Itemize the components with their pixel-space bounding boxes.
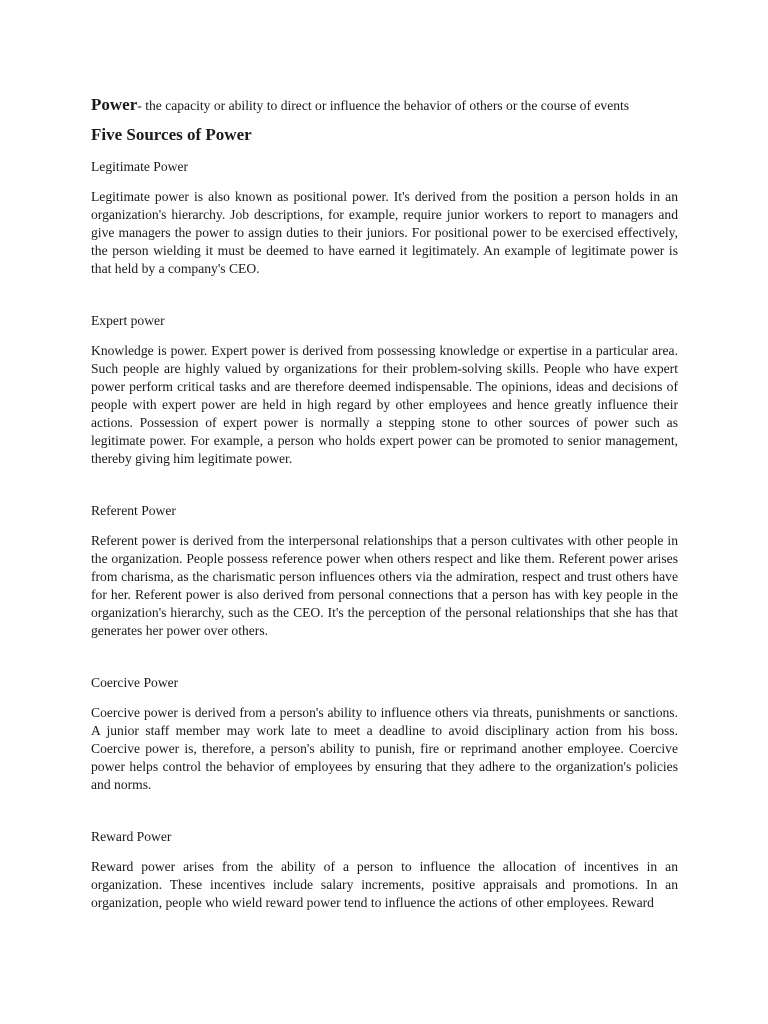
section-referent-power xyxy=(91,502,678,640)
section-body: Legitimate power is also known as positional power. It's derived from the position a person holds in an organization's hierarchy. Job descriptions, for example, require junior workers to report to managers and give managers the power to assign duties to their juniors. For positional power to be exercised effectively, the person wielding it must be deemed to have earned it legitimately. An example of legitimate power is that held by a company's CEO. xyxy=(91,189,678,276)
definition-text: - the capacity or ability to direct or influence the behavior of others or the course of events xyxy=(137,98,630,113)
section-body: Knowledge is power. Expert power is derived from possessing knowledge or expertise in a particular area. Such people are highly valued by organizations for their problem-solving skills. People who have expert power perform critical tasks and are therefore deemed indispensable. The opinions, ideas and decisions of people with expert power are held in high regard by other employees and hence greatly influence their actions. Possession of expert power is normally a stepping stone to other sources of power such as legitimate power. For example, a person who holds expert power can be promoted to senior management, thereby giving him legitimate power. xyxy=(91,343,678,466)
section-body: Coercive power is derived from a person's ability to influence others via threats, punishments or sanctions. A junior staff member may work late to meet a deadline to avoid disciplinary action from his boss. Coercive power is, therefore, a person's ability to punish, fire or reprimand another employee. Coercive power helps control the behavior of employees by ensuring that they adhere to the organization's policies and norms. xyxy=(91,705,678,792)
definition-term: Power xyxy=(91,95,138,114)
document-title: Five Sources of Power xyxy=(91,125,252,144)
section-expert-power xyxy=(91,312,678,468)
section-heading: Coercive Power xyxy=(91,675,179,690)
section-heading: Reward Power xyxy=(91,829,172,844)
power-definition xyxy=(91,95,678,116)
section-heading: Referent Power xyxy=(91,503,176,518)
document-page xyxy=(91,95,678,912)
section-body: Referent power is derived from the interpersonal relationships that a person cultivates with other people in the organization. People possess reference power when others respect and like them. Referent power arises from charisma, as the charismatic person influences others via the admiration, respect and trust others have for her. Referent power is also derived from personal connections that a person has with key people in the organization's hierarchy, such as the CEO. It's the perception of the personal relationships that she has that generates her power over others. xyxy=(91,533,678,638)
section-body: Reward power arises from the ability of a person to influence the allocation of incentives in an organization. These incentives include salary increments, positive appraisals and promotions. In an organization, people who wield reward power tend to influence the actions of other employees. Reward xyxy=(91,859,678,910)
section-heading: Legitimate Power xyxy=(91,159,189,174)
section-legitimate-power xyxy=(91,158,678,278)
section-heading: Expert power xyxy=(91,313,165,328)
section-coercive-power xyxy=(91,674,678,794)
section-reward-power xyxy=(91,828,678,912)
